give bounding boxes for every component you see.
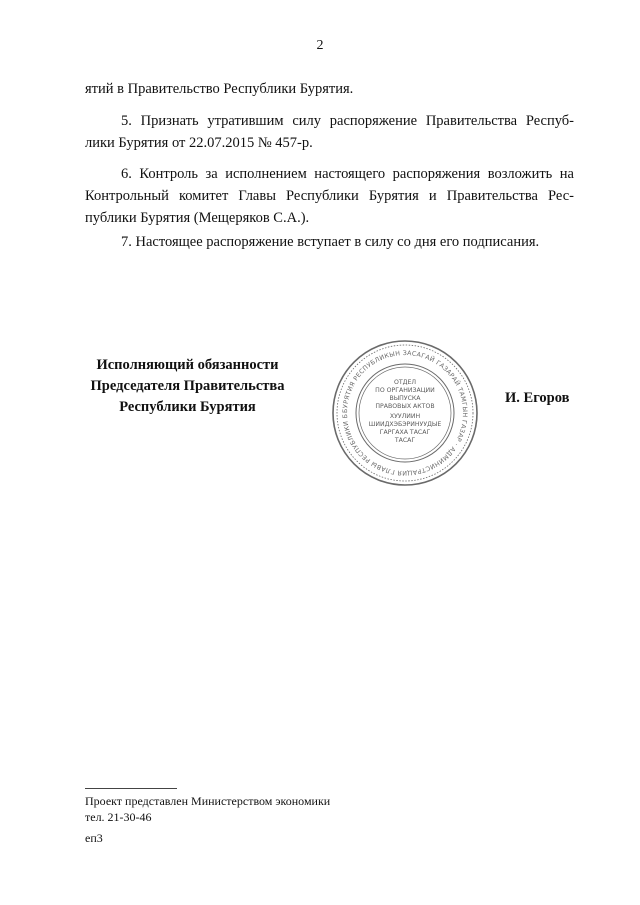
svg-text:ВЫПУСКА: ВЫПУСКА xyxy=(389,395,421,402)
paragraph-item-5 xyxy=(85,110,574,154)
page-number: 2 xyxy=(316,38,324,53)
svg-text:ПО ОРГАНИЗАЦИИ: ПО ОРГАНИЗАЦИИ xyxy=(375,387,435,394)
svg-text:ГАРГАХА ТАСАГ: ГАРГАХА ТАСАГ xyxy=(379,429,431,436)
svg-text:ТАСАГ: ТАСАГ xyxy=(394,437,416,444)
signatory-title-line: Исполняющий обязанности xyxy=(96,357,279,373)
paragraph-line: ятий в Правительство Республики Бурятия. xyxy=(85,81,354,97)
paragraph-line: 6. Контроль за исполнением настоящего распоряжения возложить на xyxy=(121,166,574,182)
paragraph-continuation xyxy=(85,78,574,100)
footer-code: еп3 xyxy=(85,831,103,845)
svg-text:ПРАВОВЫХ АКТОВ: ПРАВОВЫХ АКТОВ xyxy=(375,403,435,410)
svg-text:БУРЯТИЯ РЕСПУБЛИКЫН ЗАСАГАЙ ГА: БУРЯТИЯ РЕСПУБЛИКЫН ЗАСАГАЙ ГАЗАРАЙ ТАМГЫН ГАЗАР · АДМИНИСТРАЦИЯ ГЛАВЫ РЕСПУБЛИКИ Б xyxy=(341,349,469,477)
paragraph-line: публики Бурятия (Мещеряков С.А.). xyxy=(85,210,310,226)
paragraph-line: 5. Признать утратившим силу распоряжение Правительства Респуб- xyxy=(121,113,574,129)
paragraph-line: лики Бурятия от 22.07.2015 № 457-р. xyxy=(85,135,313,151)
footer-phone: тел. 21-30-46 xyxy=(85,810,152,824)
svg-text:ХУУЛИИН: ХУУЛИИН xyxy=(389,413,421,420)
paragraph-item-6 xyxy=(85,163,574,229)
footer-divider xyxy=(85,788,177,789)
signatory-title-line: Председателя Правительства xyxy=(90,378,285,394)
paragraph-line: 7. Настоящее распоряжение вступает в силу со дня его подписания. xyxy=(121,234,540,250)
paragraph-item-7 xyxy=(85,231,574,253)
svg-text:ОТДЕЛ: ОТДЕЛ xyxy=(393,379,417,386)
footer-submitted-by: Проект представлен Министерством экономики xyxy=(85,794,331,808)
official-seal xyxy=(330,338,480,488)
seal-graphic xyxy=(330,338,480,488)
paragraph-line: Контрольный комитет Главы Республики Бурятия и Правительства Рес- xyxy=(85,188,574,204)
signatory-title xyxy=(75,355,300,418)
signatory-title-line: Республики Бурятия xyxy=(119,399,256,415)
svg-text:ШИИДХЭБЭРИНУУДЫЕ: ШИИДХЭБЭРИНУУДЫЕ xyxy=(368,421,442,428)
signatory-name: И. Егоров xyxy=(505,390,570,406)
